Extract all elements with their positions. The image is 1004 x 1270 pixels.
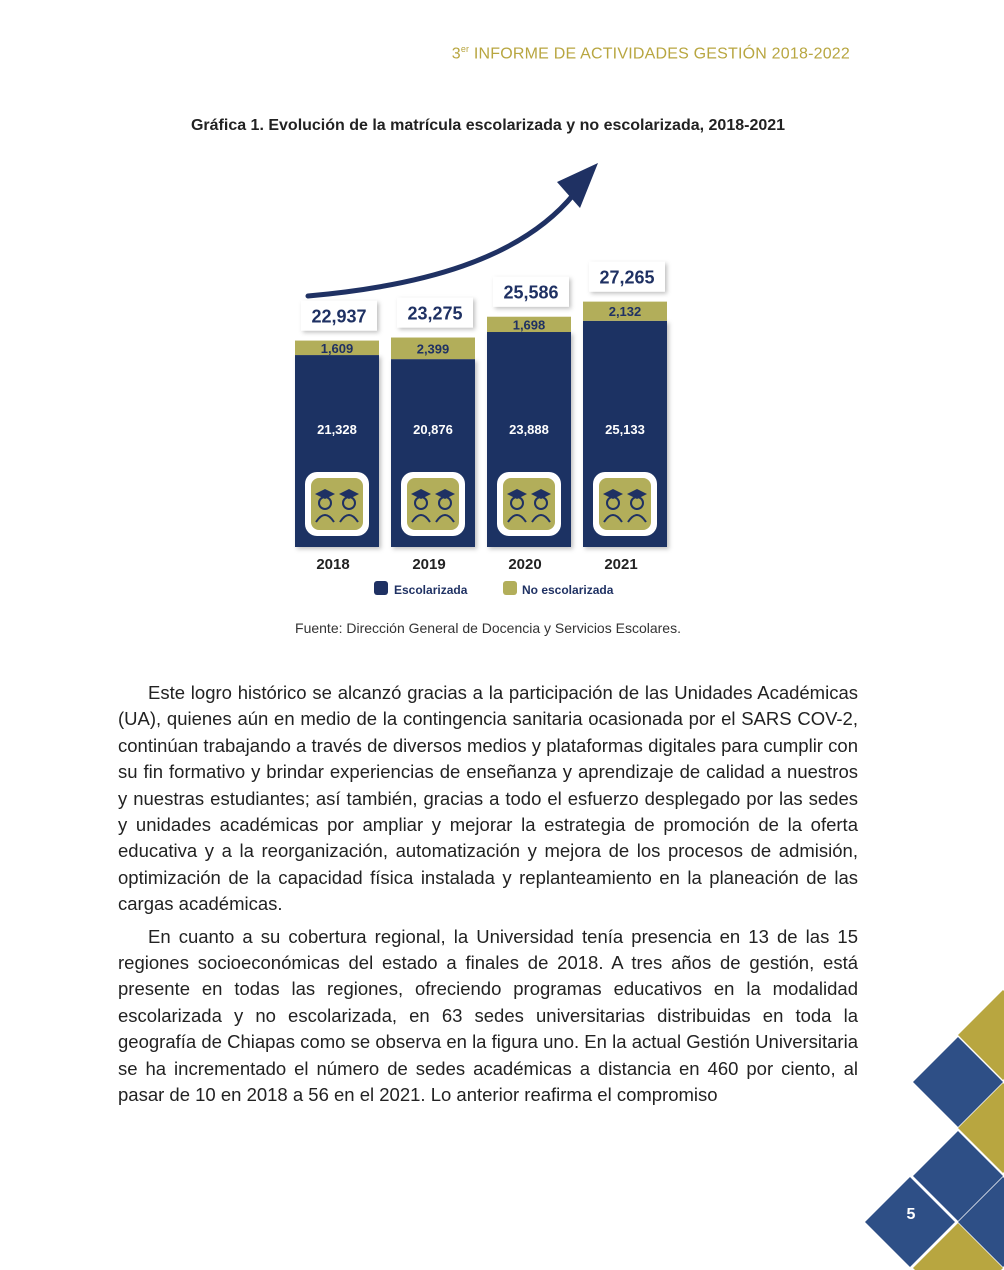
year-label-2019: 2019 bbox=[412, 556, 446, 573]
label-no-escolarizada-2019: 2,399 bbox=[416, 341, 450, 357]
header-sup: er bbox=[460, 44, 470, 54]
page-number: 5 bbox=[906, 1206, 916, 1223]
chart-title: Gráfica 1. Evolución de la matrícula escolarizada y no escolarizada, 2018-2021 bbox=[190, 117, 786, 134]
label-escolarizada-2019: 20,876 bbox=[413, 422, 453, 437]
label-total-2018: 22,937 bbox=[311, 306, 367, 327]
year-label-2020: 2020 bbox=[508, 556, 542, 573]
label-no-escolarizada-2018: 1,609 bbox=[320, 340, 354, 356]
label-no-escolarizada-2020: 1,698 bbox=[512, 317, 546, 333]
chart-source: Fuente: Dirección General de Docencia y Servicios Escolares. bbox=[295, 620, 681, 636]
paragraph-1: Este logro histórico se alcanzó gracias a la participación de las Unidades Académicas (UA), quienes aún en medio de la contingencia sanitaria ocasionada por el SARS COV-2, continúan trabajando a través de diversos medios y plataformas digitales para cumplir con su fin formativo y brindar experiencias de enseñanza y aprendizaje de calidad a nuestros y nuestras estudiantes; así también, gracias a todo el esfuerzo desplegado por las sedes y unidades académicas por ampliar y mejorar la estrategia de promoción de la oferta educativa y a la reorganización, automatización y mejora de los procesos de admisión, optimización de la capacidad física instalada y replanteamiento en la planeación de las cargas académicas. bbox=[118, 682, 858, 915]
label-escolarizada-2020: 23,888 bbox=[509, 422, 549, 437]
label-escolarizada-2018: 21,328 bbox=[317, 422, 357, 437]
label-total-2019: 23,275 bbox=[407, 303, 463, 324]
label-total-2020: 25,586 bbox=[503, 282, 559, 303]
legend-label-no-escolarizada: No escolarizada bbox=[522, 583, 614, 597]
paragraph-2: En cuanto a su cobertura regional, la Universidad tenía presencia en 13 de las 15 regiones socioeconómicas del estado a finales de 2018. A tres años de gestión, está presente en todas las regiones, ofreciendo programas educativos en la modalidad escolarizada y no escolarizada, en 63 sedes universitarias distribuidas en toda la geografía de Chiapas como se observa en la figura uno. En la actual Gestión Universitaria se ha incrementado el número de sedes académicas a distancia en 460 por ciento, al pasar de 10 en 2018 a 56 en el 2021. Lo anterior reafirma el compromiso bbox=[118, 925, 858, 1106]
label-escolarizada-2021: 25,133 bbox=[605, 422, 645, 437]
header-text: INFORME DE ACTIVIDADES GESTIÓN 2018-2022 bbox=[469, 45, 850, 63]
legend-label-escolarizada: Escolarizada bbox=[394, 583, 468, 597]
label-total-2021: 27,265 bbox=[599, 267, 655, 288]
year-label-2021: 2021 bbox=[604, 556, 638, 573]
year-label-2018: 2018 bbox=[316, 556, 350, 573]
label-no-escolarizada-2021: 2,132 bbox=[608, 304, 642, 320]
header-prefix: 3 bbox=[451, 45, 461, 63]
